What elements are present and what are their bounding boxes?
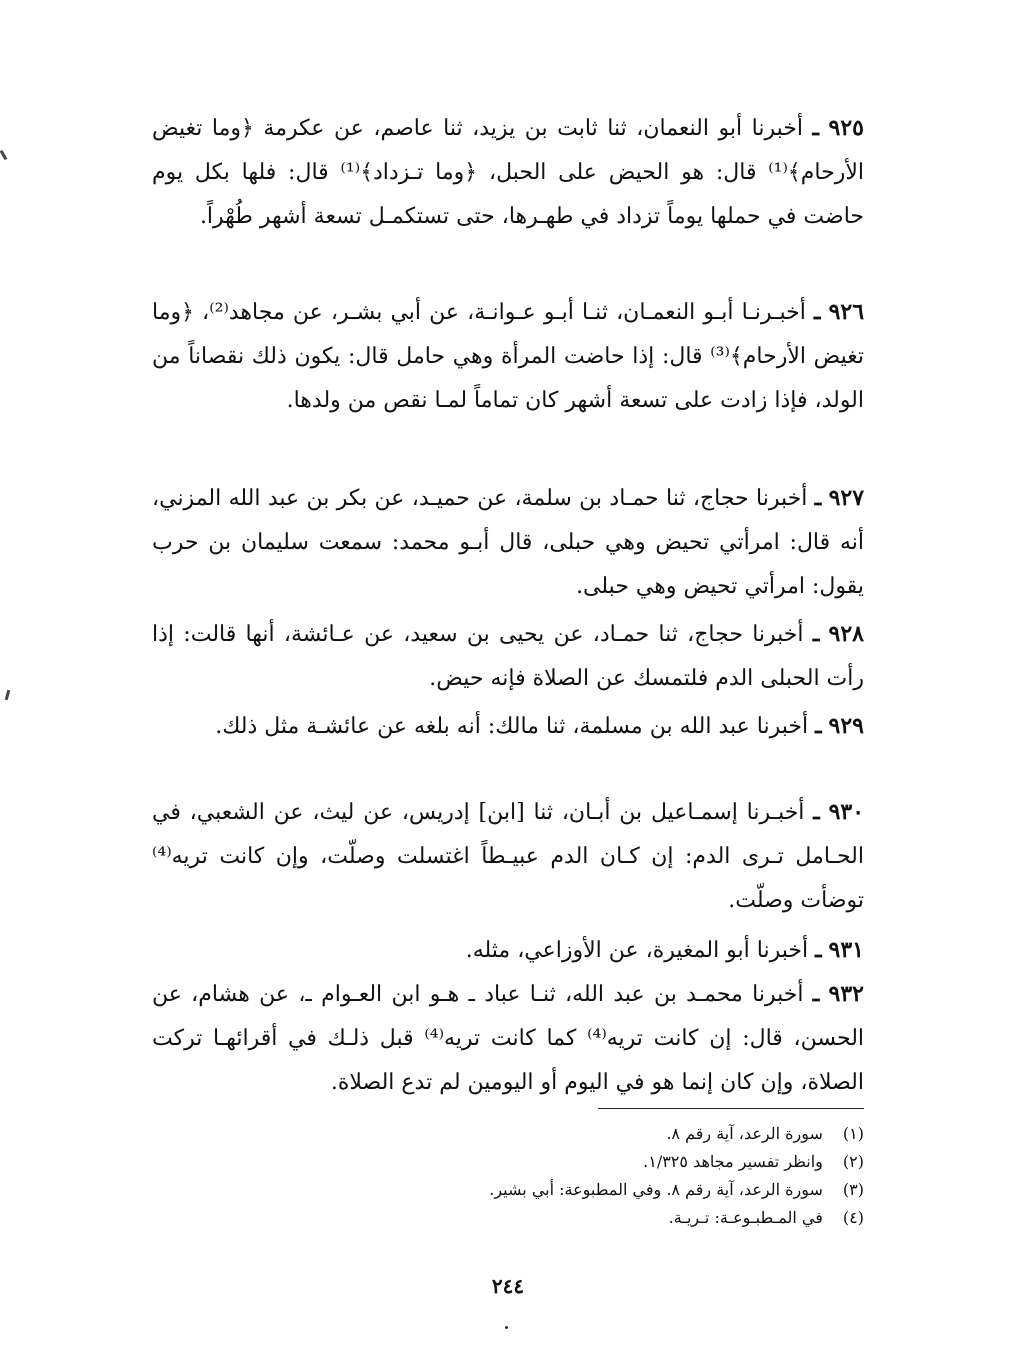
footnote-text: وانظر تفسير مجاهد ١/٣٢٥. <box>643 1152 823 1171</box>
hadith-separator: ـ <box>813 799 820 825</box>
hadith-930 <box>152 790 864 923</box>
hadith-separator: ـ <box>812 115 819 141</box>
hadith-number: ٩٢٧ <box>828 485 865 511</box>
hadith-separator: ـ <box>815 937 822 963</box>
hadith-925 <box>152 106 864 239</box>
footnotes <box>152 1120 864 1232</box>
hadith-separator: ـ <box>815 713 822 739</box>
hadith-number: ٩٢٦ <box>828 299 865 325</box>
hadith-926 <box>152 290 864 423</box>
footnote-text: سورة الرعد، آية رقم ٨. وفي المطبوعة: أبي بشير. <box>489 1180 823 1199</box>
hadith-931 <box>152 928 864 973</box>
hadith-text: أخبرنا حجاج، ثنا حمـاد، عن يحيى بن سعيد، عن عـائشة، أنها قالت: إذا رأت الحبلى الدم فلتمسك عن الصلاة فإنه حيض. <box>152 622 864 691</box>
scan-edge-mark <box>0 150 7 160</box>
scan-edge-mark <box>5 690 10 700</box>
hadith-number: ٩٢٨ <box>828 621 864 647</box>
hadith-text: أخبرنا عبد الله بن مسلمة، ثنا مالك: أنه بلغه عن عائشـة مثل ذلك. <box>215 714 809 739</box>
footnote-2 <box>152 1148 864 1176</box>
hadith-text: أخبرنا أبو النعمان، ثنا ثابت بن يزيد، ثنا عاصم، عن عكرمة ﴿وما تغيض الأرحام﴾⁽¹⁾ قال: هو الحيض على الحبل، ﴿وما تـزداد﴾⁽¹⁾ قال: فلها بكل يوم حاضت في حملها يوماً تزداد في طهـرها، حتى تستكمـل تسعة أشهر طُهْراً. <box>152 116 864 229</box>
footnote-1 <box>152 1120 864 1148</box>
page-number: ٢٤٤ <box>491 1274 525 1298</box>
footnote-divider <box>598 1108 864 1109</box>
footnote-marker: (٤) <box>842 1208 864 1227</box>
hadith-932 <box>152 972 864 1105</box>
hadith-text: أخبـرنا إسمـاعيل بن أبـان، ثنا [ابن] إدريس، عن ليث، عن الشعبي، في الحـامل تـرى الدم: إن كـان الدم عبيـطاً اغتسلت وصلّت، وإن كانت تريه⁽⁴⁾ توضأت وصلّت. <box>152 800 864 913</box>
hadith-928 <box>152 612 864 701</box>
hadith-text: أخبـرنـا أبـو النعمـان، ثنـا أبـو عـوانـة، عن أبي بشـر، عن مجاهد⁽²⁾، ﴿وما تغيض الأرحام﴾⁽³⁾ قال: إذا حاضت المرأة وهي حامل قال: يكون ذلك نقصاناً من الولد، فإذا زادت على تسعة أشهر كان تماماً لمـا نقص من ولدها. <box>152 300 864 413</box>
hadith-text: أخبرنا محمـد بن عبد الله، ثنـا عباد ـ هـو ابن العـوام ـ، عن هشام، عن الحسن، قال: إن كانت تريه⁽⁴⁾ كما كانت تريه⁽⁴⁾ قبل ذلـك في أقرائهـا تركت الصلاة، وإن كان إنما هو في اليوم أو اليومين لم تدع الصلاة. <box>152 982 865 1095</box>
footnote-marker: (٣) <box>842 1180 864 1199</box>
footnote-marker: (٢) <box>842 1152 864 1171</box>
hadith-number: ٩٢٩ <box>828 713 864 739</box>
hadith-927 <box>152 476 864 609</box>
hadith-number: ٩٣٠ <box>828 799 865 825</box>
footnote-text: في المـطبـوعـة: تـريـة. <box>668 1208 823 1227</box>
footnote-marker: (١) <box>842 1124 864 1143</box>
hadith-separator: ـ <box>812 981 820 1007</box>
hadith-separator: ـ <box>813 299 821 325</box>
footnote-text: سورة الرعد، آية رقم ٨. <box>666 1124 823 1143</box>
hadith-separator: ـ <box>812 621 820 647</box>
hadith-number: ٩٢٥ <box>828 115 864 141</box>
hadith-separator: ـ <box>814 485 822 511</box>
footnote-3 <box>152 1176 864 1204</box>
hadith-number: ٩٣١ <box>828 937 864 963</box>
hadith-929 <box>152 704 864 749</box>
scan-dot-mark <box>505 1326 508 1329</box>
footnote-4 <box>152 1204 864 1232</box>
hadith-number: ٩٣٢ <box>828 981 864 1007</box>
hadith-text: أخبرنا أبو المغيرة، عن الأوزاعي، مثله. <box>465 938 809 963</box>
hadith-text: أخبرنا حجاج، ثنا حمـاد بن سلمة، عن حميـد، عن بكر بن عبد الله المزني، أنه قال: امرأتي تحيض وهي حبلى، قال أبـو محمد: سمعت سليمان بن حرب يقول: امرأتي تحيض وهي حبلى. <box>152 486 864 599</box>
